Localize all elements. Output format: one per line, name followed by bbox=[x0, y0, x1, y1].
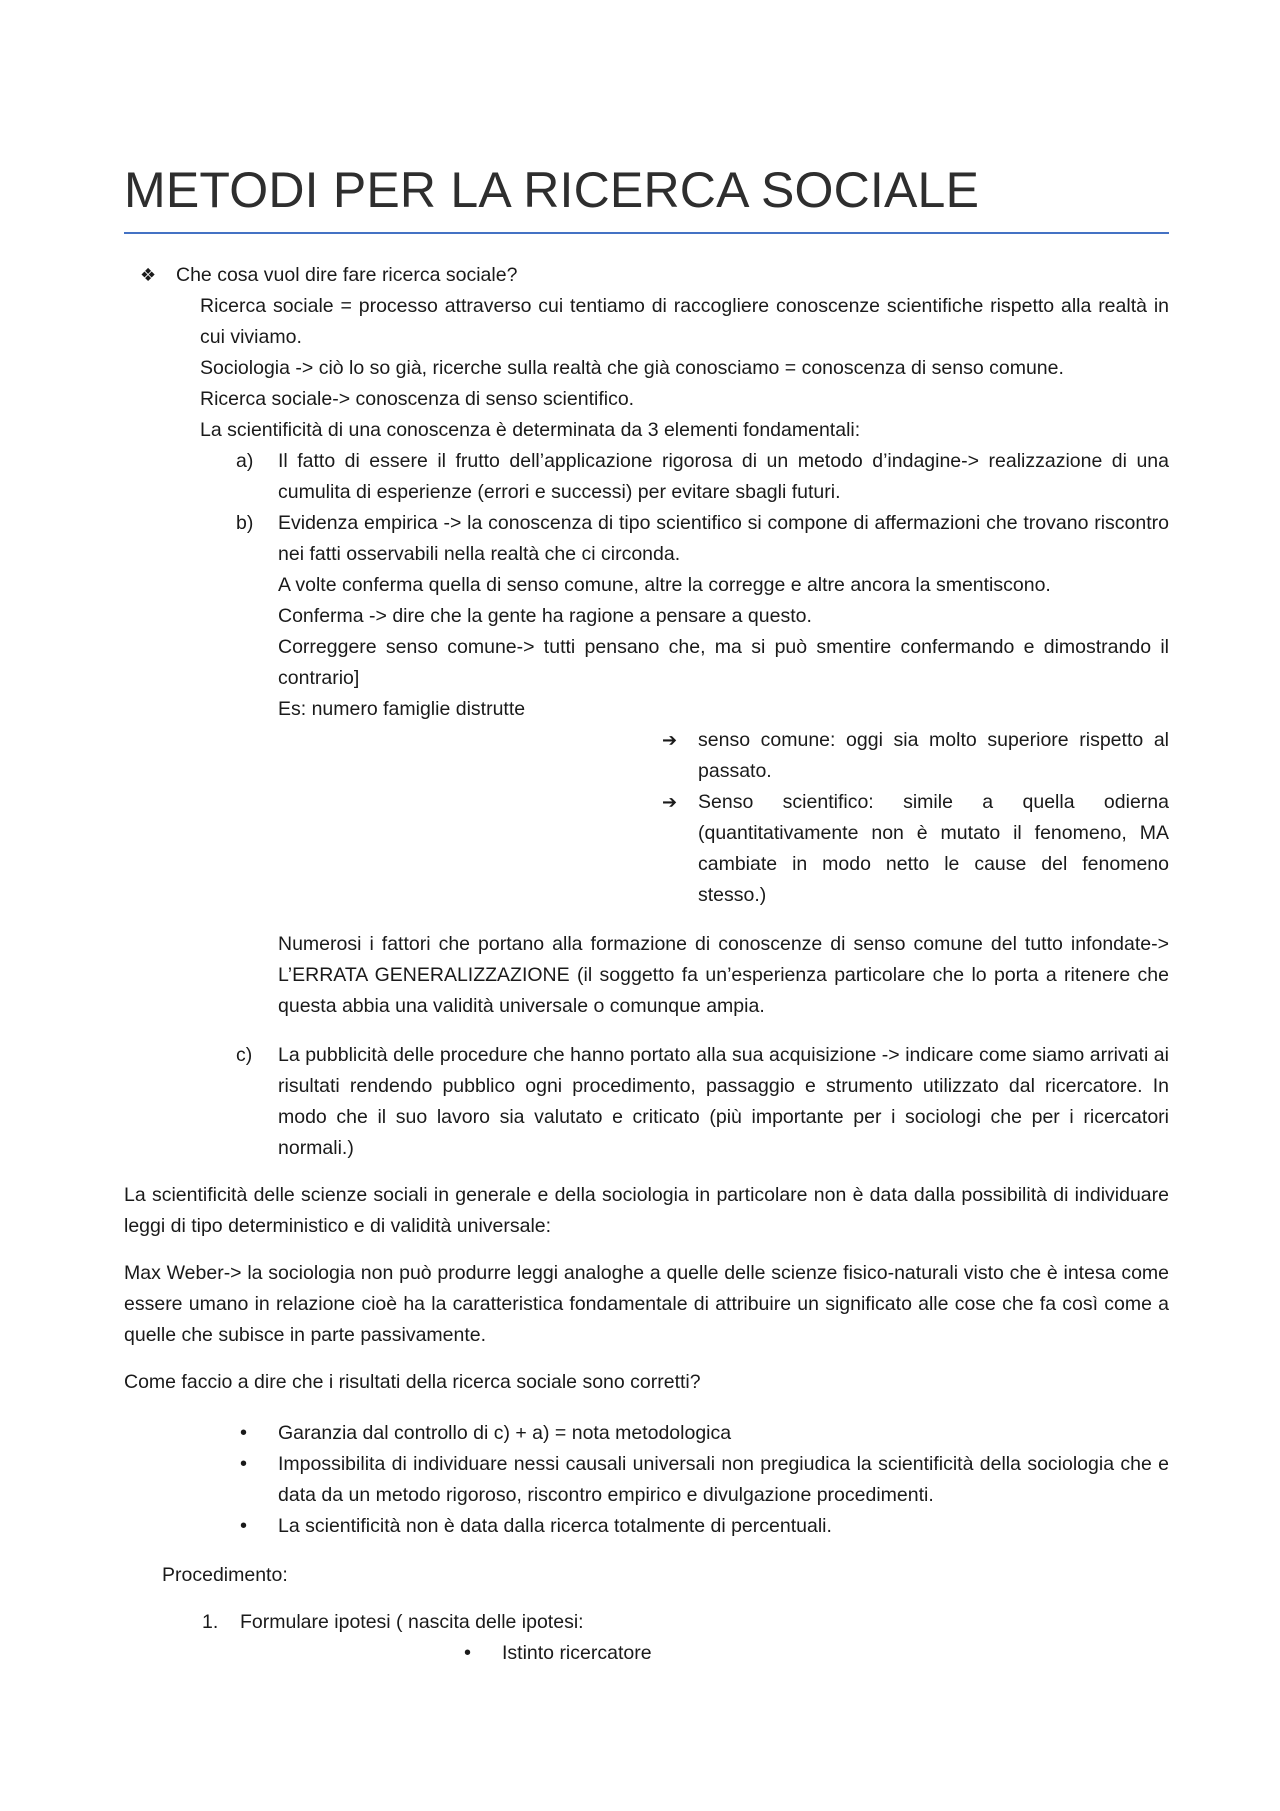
sub-bullet-item-1 bbox=[464, 1638, 1169, 1669]
bullet-item-2 bbox=[240, 1449, 1169, 1511]
intro-line-2: Sociologia -> ciò lo so già, ricerche sulla realtà che già conosciamo = conoscenza di senso comune. bbox=[200, 357, 1064, 379]
arrow-item-2 bbox=[662, 787, 1169, 911]
intro-line-4: La scientificità di una conoscenza è determinata da 3 elementi fondamentali: bbox=[200, 419, 861, 441]
item-b bbox=[236, 508, 1169, 725]
item-a-label: a) bbox=[236, 450, 254, 472]
item-a bbox=[236, 446, 1169, 508]
round-bullet-icon: • bbox=[240, 1422, 248, 1444]
numerosi-text: Numerosi i fattori che portano alla formazione di conoscenze di senso comune del tutto infondate-> L’ERRATA GENERALIZZAZIONE (il soggetto fa un’esperienza particolare che lo porta a ritenere che questa abbia una validità universale o comunque ampia. bbox=[278, 933, 1169, 1017]
right-arrow-bullet-icon: ➔ bbox=[662, 730, 678, 750]
item-b-line-5: Es: numero famiglie distrutte bbox=[278, 698, 526, 720]
bullet-item-1-text: Garanzia dal controllo di c) + a) = nota metodologica bbox=[278, 1422, 732, 1444]
paragraph-weber: Max Weber-> la sociologia non può produrre leggi analoghe a quelle delle scienze fisico-naturali visto che è intesa come essere umano in relazione cioè ha la caratteristica fondamentale di attribuire un significato alle cose che fa così come a quelle che subisce in parte passivamente. bbox=[124, 1262, 1169, 1346]
item-b-line-2: A volte conferma quella di senso comune, altre la corregge e altre ancora la smentiscono. bbox=[278, 574, 1051, 596]
arrow-list bbox=[662, 725, 1169, 911]
step-1-text: Formulare ipotesi ( nascita delle ipotesi: bbox=[240, 1611, 584, 1633]
bullet-item-2-text: Impossibilita di individuare nessi causali universali non pregiudica la scientificità della sociologia che e data da un metodo rigoroso, riscontro empirico e divulgazione procedimenti. bbox=[278, 1453, 1169, 1506]
round-bullet-icon: • bbox=[240, 1453, 248, 1475]
step-1 bbox=[202, 1607, 1169, 1638]
intro-block bbox=[200, 291, 1169, 446]
numerosi-block bbox=[278, 929, 1169, 1022]
item-c-label: c) bbox=[236, 1044, 253, 1066]
paragraph-question: Come faccio a dire che i risultati della ricerca sociale sono corretti? bbox=[124, 1371, 701, 1393]
procedimento-heading: Procedimento: bbox=[162, 1564, 288, 1586]
arrow-item-1-text: senso comune: oggi sia molto superiore rispetto al passato. bbox=[698, 729, 1169, 782]
arrow-item-2-text: Senso scientifico: simile a quella odierna (quantitativamente non è mutato il fenomeno, MA cambiate in modo netto le cause del fenomeno stesso.) bbox=[698, 791, 1169, 906]
right-arrow-bullet-icon: ➔ bbox=[662, 792, 678, 812]
bullet-item-3-text: La scientificità non è data dalla ricerca totalmente di percentuali. bbox=[278, 1515, 832, 1537]
item-c-text: La pubblicità delle procedure che hanno portato alla sua acquisizione -> indicare come siamo arrivati ai risultati rendendo pubblico ogni procedimento, passaggio e strumento utilizzato dal ricercatore. In modo che il suo lavoro sia valutato e criticato (più importante per i sociologi che per i ricercatori normali.) bbox=[278, 1044, 1169, 1159]
intro-line-3: Ricerca sociale-> conoscenza di senso scientifico. bbox=[200, 388, 635, 410]
item-b-label: b) bbox=[236, 512, 254, 534]
question-text: Che cosa vuol dire fare ricerca sociale? bbox=[176, 264, 518, 286]
item-c bbox=[236, 1040, 1169, 1164]
four-diamond-bullet-icon: ❖ bbox=[140, 265, 157, 285]
paragraph-scientificita: La scientificità delle scienze sociali in generale e della sociologia in particolare non è data dalla possibilità di individuare leggi di tipo deterministico e di validità universale: bbox=[124, 1184, 1169, 1237]
step-1-number: 1. bbox=[202, 1611, 219, 1633]
document-content bbox=[124, 158, 1169, 1669]
bullet-item-3 bbox=[240, 1511, 1169, 1542]
round-bullet-icon: • bbox=[240, 1515, 248, 1537]
intro-line-1: Ricerca sociale = processo attraverso cui tentiamo di raccogliere conoscenze scientifiche rispetto alla realtà in cui viviamo. bbox=[200, 295, 1169, 348]
item-b-text: Evidenza empirica -> la conoscenza di tipo scientifico si compone di affermazioni che trovano riscontro nei fatti osservabili nella realtà che ci circonda. bbox=[278, 512, 1169, 565]
document-title: METODI PER LA RICERCA SOCIALE bbox=[124, 158, 1169, 234]
item-b-line-3: Conferma -> dire che la gente ha ragione a pensare a questo. bbox=[278, 605, 812, 627]
item-a-text: Il fatto di essere il frutto dell’applicazione rigorosa di un metodo d’indagine-> realizzazione di una cumulita di esperienze (errori e successi) per evitare sbagli futuri. bbox=[278, 450, 1169, 503]
bullet-item-1 bbox=[240, 1418, 1169, 1449]
round-bullet-icon: • bbox=[464, 1642, 472, 1664]
item-b-line-4: Correggere senso comune-> tutti pensano che, ma si può smentire confermando e dimostrando il contrario] bbox=[278, 636, 1169, 689]
bullet-list bbox=[240, 1418, 1169, 1542]
sub-bullet-item-1-text: Istinto ricercatore bbox=[502, 1642, 652, 1664]
question-item bbox=[124, 260, 1169, 291]
arrow-item-1 bbox=[662, 725, 1169, 787]
